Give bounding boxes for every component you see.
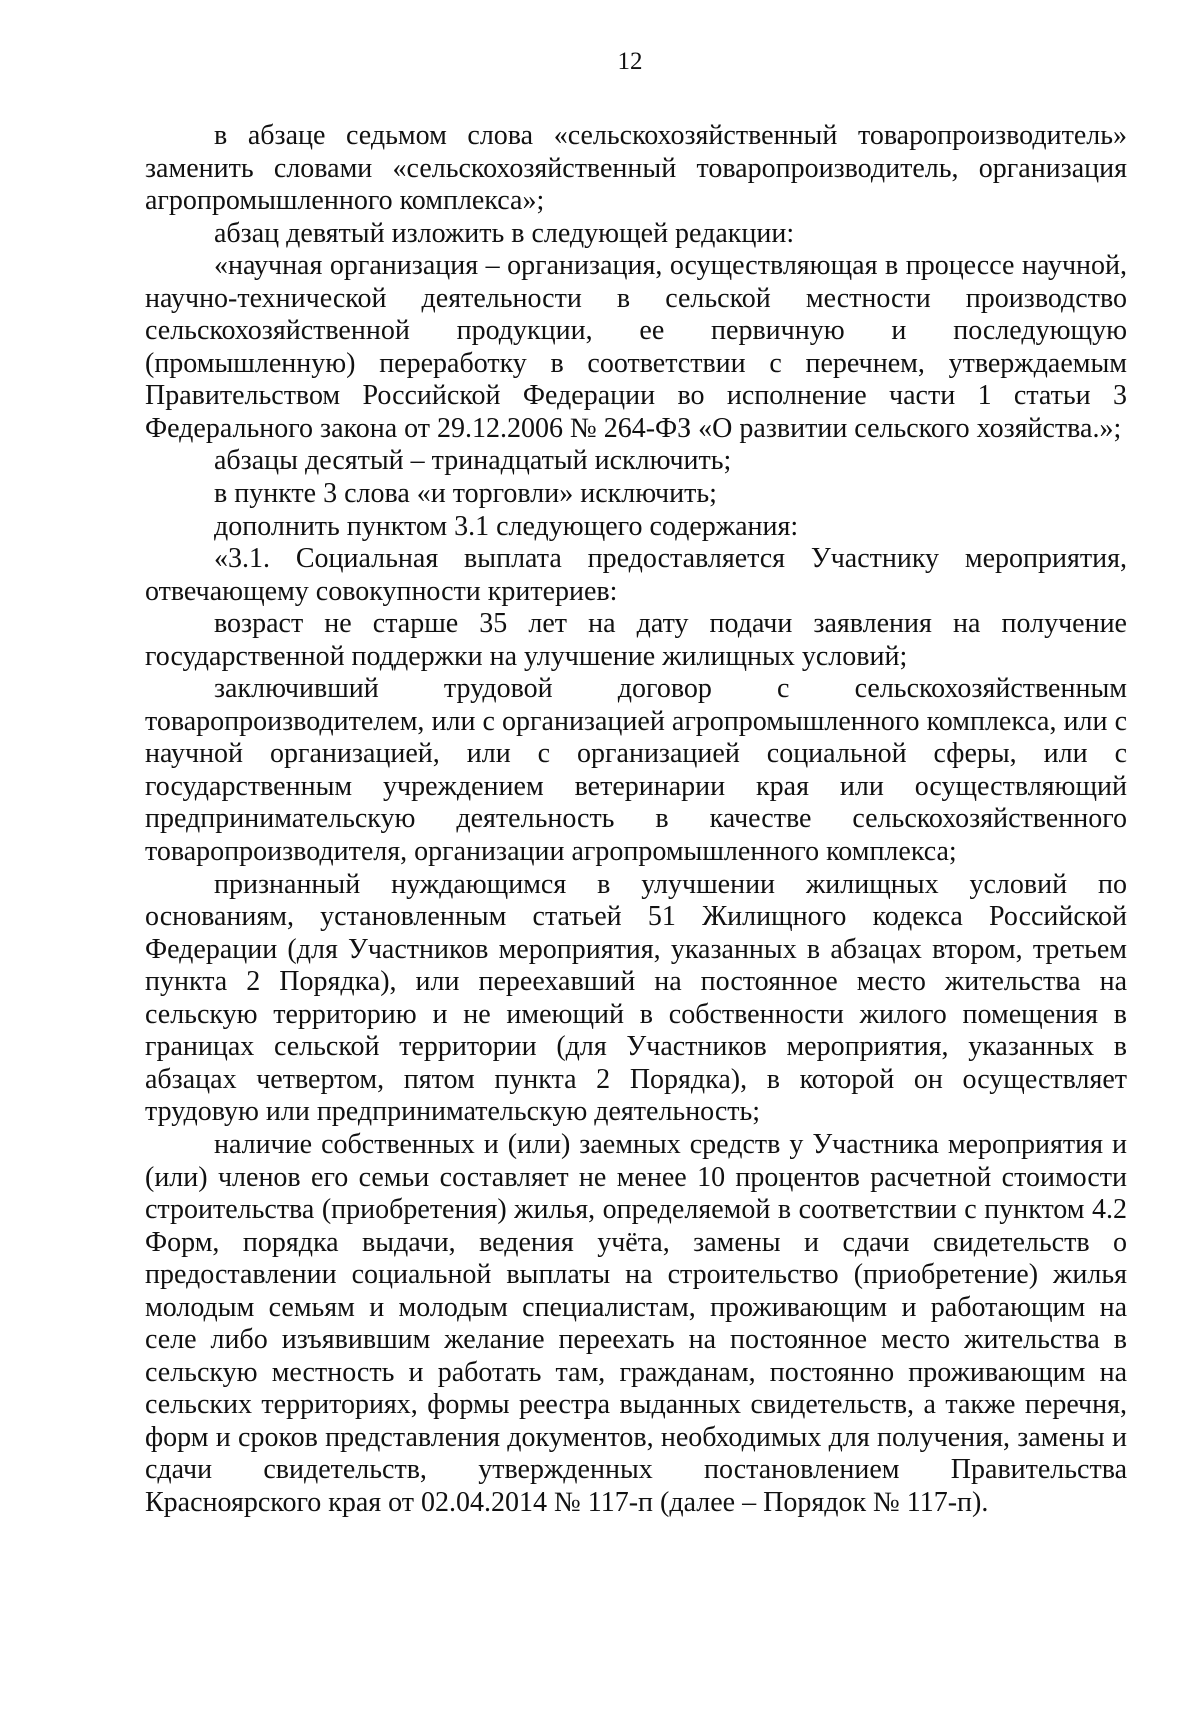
paragraph <box>145 478 1127 511</box>
page-number: 12 <box>617 48 643 75</box>
text-line: стоимости строительства (приобретения) жилья, определяемой в соответствии <box>145 1161 1128 1226</box>
text-line: предпринимательскую деятельность в качестве сельскохозяйственного <box>145 803 1127 835</box>
text-line: «научная организация – организация, осуществляющая в процессе <box>214 250 1015 282</box>
text-line: по основаниям, установленным статьей 51 Жилищного кодекса Российской <box>145 868 1128 933</box>
text-line: (промышленную) переработку в соответствии с перечнем, утверждаемым <box>145 347 1127 379</box>
text-line: в границах сельской территории (для Участников мероприятия, указанных <box>145 998 1128 1063</box>
text-line: на постоянное место жительства в сельскую местность и работать там, <box>145 1324 1128 1388</box>
text-line: возраст не старше 35 лет на дату подачи заявления на получение <box>214 608 1127 640</box>
text-line: или с государственным учреждением ветеринарии края или осуществляющий <box>145 738 1128 802</box>
paragraph <box>145 543 1127 608</box>
text-line: научной, научно-технической деятельности в сельской местности производство <box>145 250 1127 314</box>
paragraph <box>145 869 1127 1129</box>
text-line: «3.1. Социальная выплата предоставляется Участнику мероприятия, <box>214 543 1127 575</box>
text-line: абзац девятый изложить в следующей редакции: <box>214 217 795 249</box>
text-line: трудовую или предпринимательскую деятельность; <box>145 1096 761 1128</box>
text-line: выданных свидетельств, а также перечня, форм и сроков представления <box>145 1389 1127 1453</box>
text-line: Федерации (для Участников мероприятия, указанных в абзацах втором, третьем <box>145 933 1127 965</box>
text-line: признанный нуждающимся в улучшении жилищных условий <box>214 868 1068 900</box>
text-line: заменить словами «сельскохозяйственный товаропроизводитель, <box>145 152 959 184</box>
text-line: от 02.04.2014 № 117-п (далее – Порядок № 117-п). <box>388 1486 989 1518</box>
text-line: хозяйства.»; <box>976 412 1122 444</box>
text-line: утвержденных постановлением Правительства Красноярского края <box>145 1454 1127 1518</box>
paragraph <box>145 608 1127 673</box>
text-line: (приобретение) жилья молодым семьям и молодым специалистам, <box>145 1259 1127 1323</box>
text-line: на сельскую территорию и не имеющий в собственности жилого помещения <box>145 966 1127 1030</box>
text-line: в пункте 3 слова «и торговли» исключить; <box>214 478 717 510</box>
text-line: Правительством Российской Федерации во исполнение части 1 статьи 3 <box>145 380 1127 412</box>
paragraph <box>145 1129 1127 1520</box>
text-line: в абзаце седьмом слова «сельскохозяйственный товаропроизводитель» <box>214 120 1127 151</box>
text-line: сельскохозяйственной продукции, ее первичную и последующую <box>145 315 1127 347</box>
text-line: абзацы десятый – тринадцатый исключить; <box>214 445 732 477</box>
text-line: или с научной организацией, или с организацией социальной сферы, <box>145 705 1128 770</box>
text-line: заключивший трудовой договор с сельскохозяйственным <box>214 673 1127 705</box>
paragraph <box>145 120 1127 218</box>
paragraph <box>145 673 1127 868</box>
text-line: государственной поддержки на улучшение жилищных условий; <box>145 640 908 672</box>
paragraph <box>145 218 1127 251</box>
text-line: с пунктом 4.2 Форм, порядка выдачи, ведения учёта, замены и сдачи <box>145 1194 1127 1258</box>
document-body <box>145 120 1127 1520</box>
text-line: проживающим и работающим на селе либо изъявившим желание переехать <box>145 1291 1127 1356</box>
text-line: свидетельств о предоставлении социальной выплаты на строительство <box>145 1226 1127 1291</box>
paragraph <box>145 445 1127 478</box>
paragraph <box>145 511 1127 544</box>
text-line: товаропроизводителем, или с организацией агропромышленного комплекса, <box>145 705 1057 737</box>
text-line: наличие собственных и (или) заемных средств у Участника мероприятия <box>214 1128 1104 1160</box>
paragraph <box>145 250 1127 445</box>
text-line: Федерального закона от 29.12.2006 № 264-ФЗ «О развитии сельского <box>145 412 970 444</box>
text-line: гражданам, постоянно проживающим на сельских территориях, формы реестра <box>145 1356 1128 1421</box>
text-line: в абзацах четвертом, пятом пункта 2 Порядка), в которой он осуществляет <box>145 1031 1127 1095</box>
text-line: пункта 2 Порядка), или переехавший на постоянное место жительства <box>145 966 1081 998</box>
text-line: товаропроизводителя, организации агропромышленного комплекса; <box>145 836 957 868</box>
text-line: дополнить пунктом 3.1 следующего содержания: <box>214 510 799 542</box>
text-line: и (или) членов его семьи составляет не менее 10 процентов расчетной <box>145 1128 1127 1193</box>
text-line: отвечающему совокупности критериев: <box>145 575 618 607</box>
text-line: документов, необходимых для получения, замены и сдачи свидетельств, <box>145 1421 1127 1486</box>
text-line: организация агропромышленного комплекса»; <box>145 152 1127 217</box>
